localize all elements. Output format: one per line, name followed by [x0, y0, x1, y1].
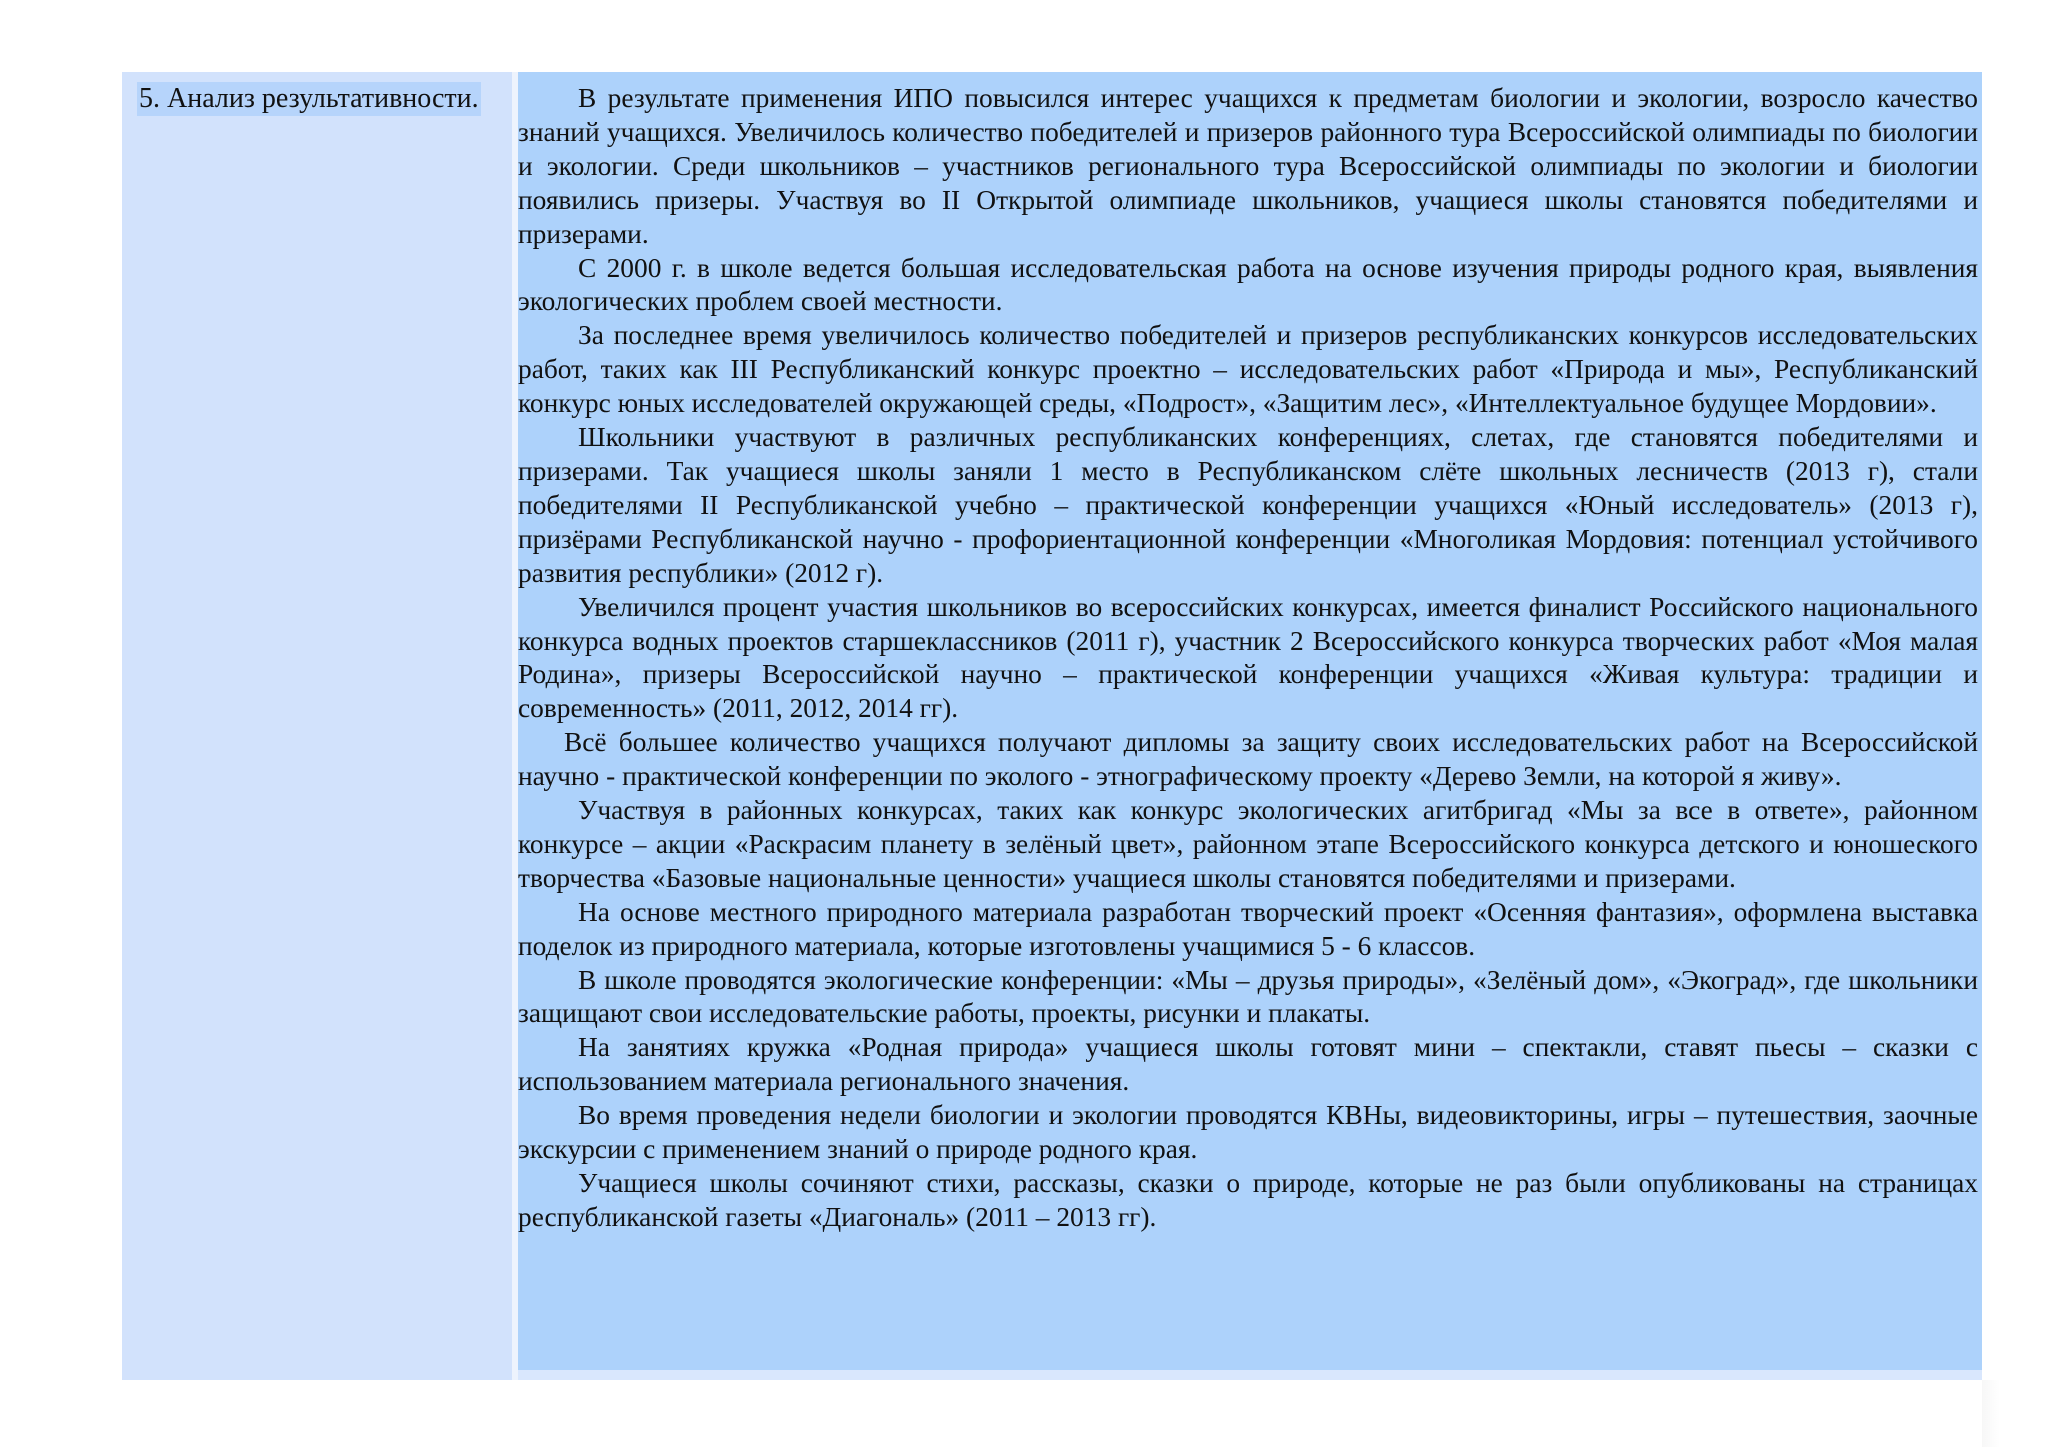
paragraph-research-work: С 2000 г. в школе ведется большая исследовательская работа на основе изучения природы родного края, выявления экологических проблем своей местности.	[518, 252, 1978, 317]
paragraph-conferences: Школьники участвуют в различных республиканских конференциях, слетах, где становятся победителями и призерами. Так учащиеся школы заняли 1 место в Республиканском слёте школьных лесничеств (2013 г), стали победителями II Республиканской учебно – практической конференции учащихся «Юный исследователь» (2013 г), призёрами Республиканской научно - профориентационной конференции «Многоликая Мордовия: потенциал устойчивого развития республики» (2012 г).	[518, 422, 1978, 588]
section-label-cell	[122, 72, 512, 1380]
paragraph-creative-project: На основе местного природного материала разработан творческий проект «Осенняя фантазия», оформлена выставка поделок из природного материала, которые изготовлены учащимися 5 - 6 классов.	[518, 896, 1978, 961]
page-top-margin	[0, 0, 2048, 70]
paragraph-olympiad-results: В результате применения ИПО повысился интерес учащихся к предметам биологии и экологии, возросло качество знаний учащихся. Увеличилось количество победителей и призеров районного тура Всероссийской олимпиады по биологии и экологии. Среди школьников – участников регионального тура Всероссийской олимпиады по экологии и биологии появились призеры. Участвуя во II Открытой олимпиаде школьников, учащиеся школы становятся победителями и призерами.	[518, 83, 1978, 249]
page-edge-shadow	[1982, 1380, 2000, 1447]
document-table	[122, 72, 1982, 1380]
section-label: 5. Анализ результативности.	[139, 83, 479, 114]
paragraph-biology-week: Во время проведения недели биологии и экологии проводятся КВНы, видеовикторины, игры – путешествия, заочные экскурсии с применением знаний о природе родного края.	[518, 1100, 1978, 1165]
paragraph-publications: Учащиеся школы сочиняют стихи, рассказы, сказки о природе, которые не раз были опубликованы на страницах республиканской газеты «Диагональ» (2011 – 2013 гг).	[518, 1168, 1978, 1232]
paragraph-ecological-conferences: В школе проводятся экологические конференции: «Мы – друзья природы», «Зелёный дом», «Экоград», где школьники защищают свои исследовательские работы, проекты, рисунки и плакаты.	[518, 964, 1978, 1029]
content-text	[518, 82, 1978, 1235]
paragraph-nature-club: На занятиях кружка «Родная природа» учащиеся школы готовят мини – спектакли, ставят пьесы – сказки с использованием материала регионального значения.	[518, 1032, 1978, 1097]
paragraph-district-contests: Участвуя в районных конкурсах, таких как конкурс экологических агитбригад «Мы за все в ответе», районном конкурсе – акции «Раскрасим планету в зелёный цвет», районном этапе Всероссийского конкурса детского и юношеского творчества «Базовые национальные ценности» учащиеся школы становятся победителями и призерами.	[518, 795, 1978, 893]
content-cell-bottom-border	[518, 1370, 1982, 1380]
paragraph-all-russian-contests: Увеличился процент участия школьников во всероссийских конкурсах, имеется финалист Российского национального конкурса водных проектов старшеклассников (2011 г), участник 2 Всероссийского конкурса творческих работ «Моя малая Родина», призеры Всероссийской научно – практической конференции учащихся «Живая культура: традиции и современность» (2011, 2012, 2014 гг).	[518, 591, 1978, 724]
paragraph-republican-contests: За последнее время увеличилось количество победителей и призеров республиканских конкурсов исследовательских работ, таких как III Республиканский конкурс проектно – исследовательских работ «Природа и мы», Республиканский конкурс юных исследователей окружающей среды, «Подрост», «Защитим лес», «Интеллектуальное будущее Мордовии».	[518, 320, 1978, 419]
paragraph-diplomas: Всё большее количество учащихся получают дипломы за защиту своих исследовательских работ на Всероссийской научно - практической конференции по эколого - этнографическому проекту «Дерево Земли, на которой я живу».	[518, 727, 1978, 792]
